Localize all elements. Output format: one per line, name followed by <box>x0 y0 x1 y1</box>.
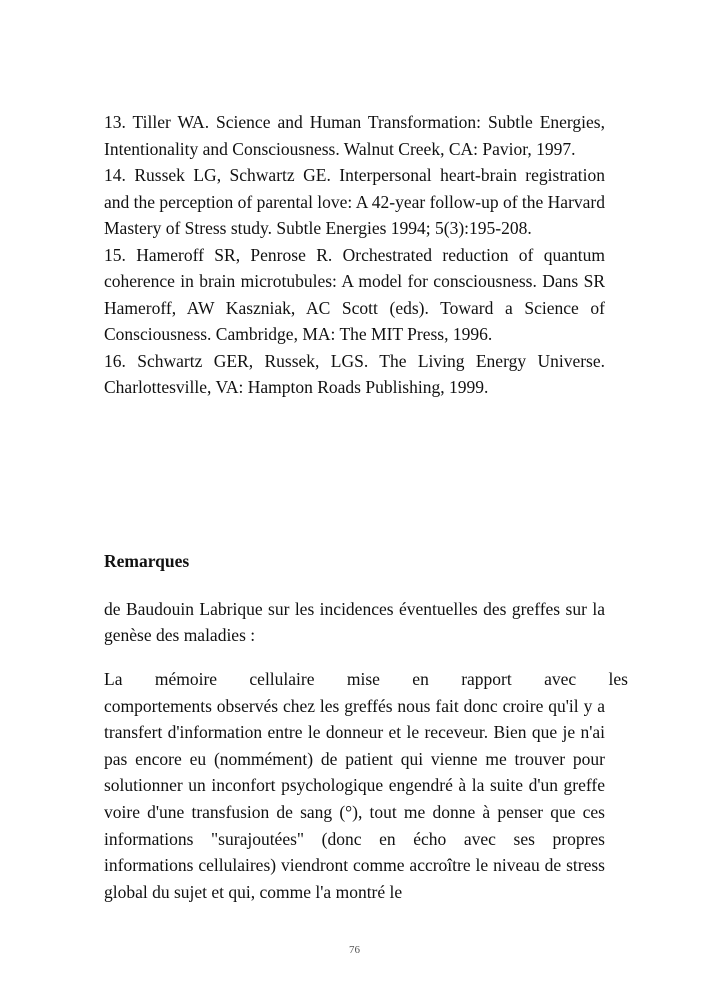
reference-list <box>104 109 605 401</box>
section-heading: Remarques <box>104 551 190 571</box>
body-text: comportements observés chez les greffés nous fait donc croire qu'il y a transfert d'information entre le donneur et le receveur. Bien que je n'ai pas encore eu (nommément) de patient qui vienne me trouver pour solutionner un inconfort psychologique engendré à la suite d'un greffe voire d'une transfusion de sang (°), tout me donne à penser que ces informations "surajoutées" (donc en écho avec ses propres informations cellulaires) viendront comme accroître le niveau de stress global du sujet et qui, comme l'a montré le <box>104 695 605 902</box>
reference-15: 15. Hameroff SR, Penrose R. Orchestrated reduction of quantum coherence in brain microtubules: A model for consciousness. Dans SR Hameroff, AW Kaszniak, AC Scott (eds). Toward a Science of Consciousness. Cambridge, MA: The MIT Press, 1996. <box>104 244 605 344</box>
reference-14: 14. Russek LG, Schwartz GE. Interpersonal heart-brain registration and the perception of parental love: A 42-year follow-up of the Harvard Mastery of Stress study. Subtle Energies 1994; 5(3):195-208. <box>104 165 605 238</box>
reference-16: 16. Schwartz GER, Russek, LGS. The Living Energy Universe. Charlottesville, VA: Hampton Roads Publishing, 1999. <box>104 350 605 397</box>
body-first-line: La mémoire cellulaire mise en rapport avec les <box>104 669 628 689</box>
intro-paragraph: de Baudouin Labrique sur les incidences éventuelles des greffes sur la genèse des maladies : <box>104 599 605 645</box>
body-paragraph <box>104 666 628 905</box>
reference-13: 13. Tiller WA. Science and Human Transformation: Subtle Energies, Intentionality and Consciousness. Walnut Creek, CA: Pavior, 1997. <box>104 112 605 159</box>
page-number: 76 <box>349 944 360 956</box>
